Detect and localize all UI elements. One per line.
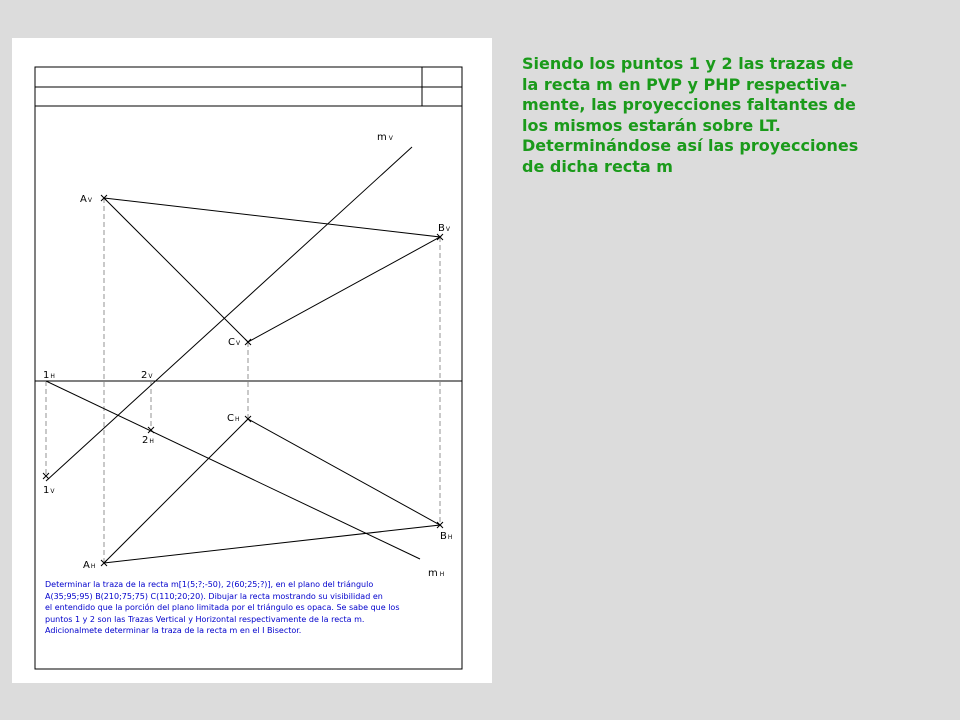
label-m-v: m V [377, 132, 393, 143]
statement-line: Adicionalmete determinar la traza de la recta m en el I Bisector. [45, 626, 302, 636]
label-1-h: 1H [43, 370, 55, 381]
line-m-horizontal-projection [46, 381, 420, 559]
label-b-h: BH [440, 531, 453, 542]
triangle-horizontal-projection [104, 419, 440, 563]
label-1-v: 1V [43, 485, 55, 496]
triangle-vertical-projection [104, 198, 440, 342]
note-line: Determinándose así las proyecciones [522, 136, 859, 155]
label-b-v: BV [438, 223, 450, 234]
label-2-v: 2V [141, 370, 153, 381]
label-a-h: AH [83, 560, 96, 571]
statement-line: el entendido que la porción del plano limitada por el triángulo es opaca. Se sabe que los [45, 603, 400, 613]
note-line: los mismos estarán sobre LT. [522, 115, 781, 135]
label-2-h: 2H [142, 435, 154, 446]
explanation-note [522, 54, 917, 177]
statement-line: puntos 1 y 2 son las Trazas Vertical y Horizontal respectivamente de la recta m. [45, 614, 365, 624]
statement-line: A(35;95;95) B(210;75;75) C(110;20;20). Dibujar la recta mostrando su visibilidad en [45, 591, 383, 601]
note-line: la recta m en PVP y PHP respectiva- [522, 74, 848, 94]
problem-statement [45, 579, 465, 637]
label-c-v: CV [228, 337, 241, 348]
label-c-h: CH [227, 413, 240, 424]
note-line: Siendo los puntos 1 y 2 las trazas de [522, 54, 854, 73]
note-line: de dicha recta m [522, 156, 673, 176]
label-m-h: m H [428, 568, 445, 579]
statement-line: Determinar la traza de la recta m[1(5;?;-50), 2(60;25;?)], en el plano del triángulo [45, 580, 374, 589]
label-a-v: AV [80, 194, 92, 205]
line-m-vertical-projection [46, 147, 412, 481]
note-line: mente, las proyecciones faltantes de [522, 95, 856, 114]
drawing-sheet [12, 38, 492, 683]
